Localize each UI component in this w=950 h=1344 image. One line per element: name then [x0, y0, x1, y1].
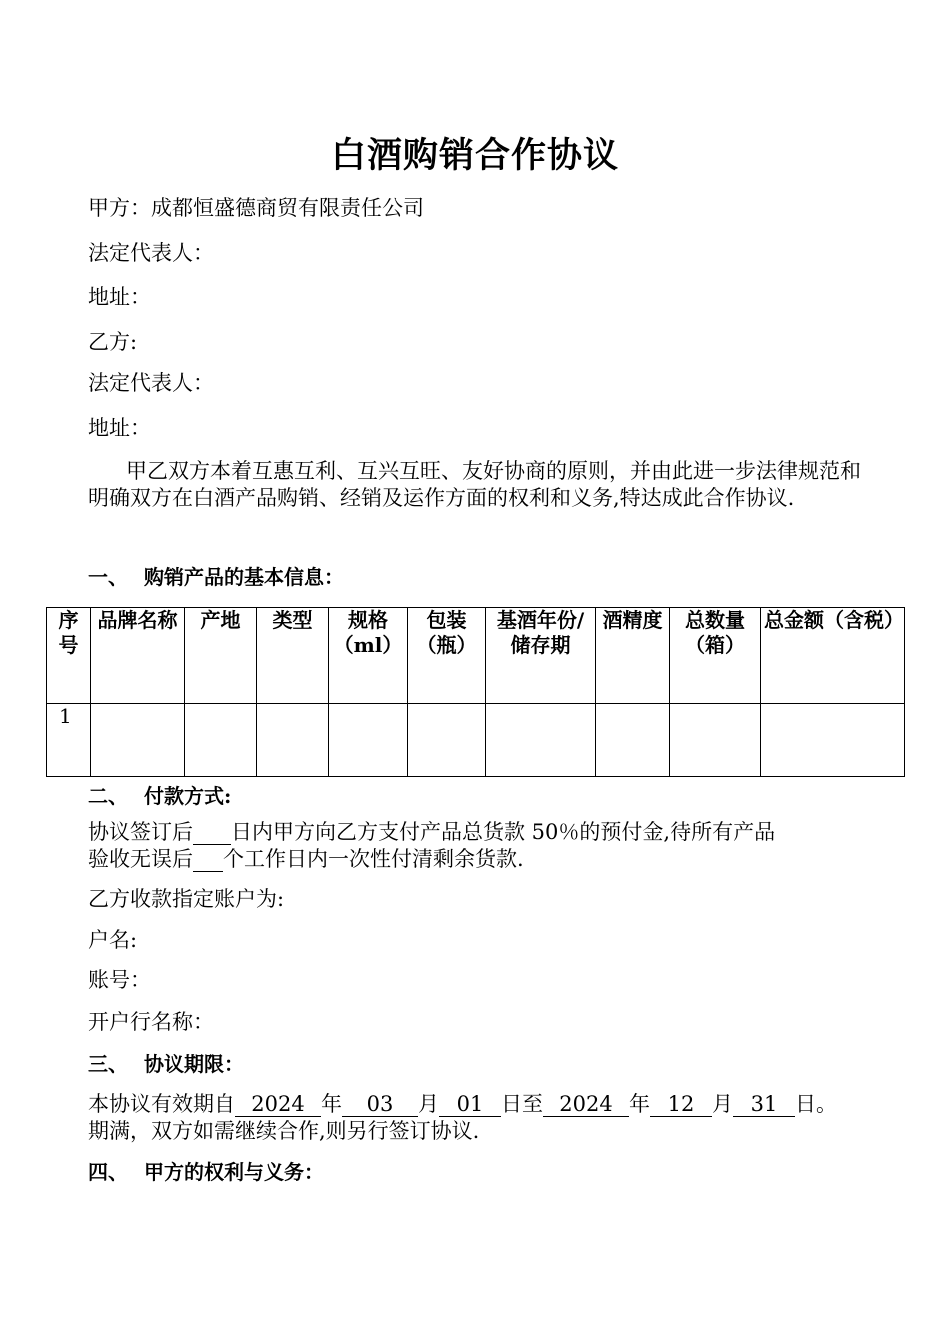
- party-b-representative: 法定代表人：: [88, 371, 214, 395]
- cell-type: [257, 703, 329, 776]
- term-text: 月: [712, 1092, 733, 1116]
- term-text: 月: [418, 1092, 439, 1116]
- account-number: 账号：: [88, 968, 151, 992]
- payment-line-1: [88, 818, 775, 846]
- cell-origin: [185, 703, 257, 776]
- account-intro: 乙方收款指定账户为:: [88, 887, 285, 911]
- party-b-name: 乙方:: [88, 330, 138, 354]
- start-year: 2024: [235, 1092, 321, 1117]
- header-spec: 规格（ml）: [329, 608, 408, 704]
- cell-package: [408, 703, 486, 776]
- party-b-address: 地址：: [88, 416, 151, 440]
- party-a-representative: 法定代表人：: [88, 241, 214, 265]
- cell-base-year: [486, 703, 596, 776]
- intro-paragraph: 甲乙双方本着互惠互利、互兴互旺、友好协商的原则，并由此进一步法律规范和明确双方在白酒产品购销、经销及运作方面的权利和义务,特达成此合作协议.: [88, 459, 861, 510]
- header-alcohol: 酒精度: [596, 608, 670, 704]
- cell-quantity: [670, 703, 761, 776]
- section-1-heading: [88, 561, 344, 590]
- section-2-title: 付款方式:: [144, 784, 232, 808]
- payment-text: 日内甲方向乙方支付产品总货款 50％的预付金,待所有产品: [231, 820, 776, 844]
- section-4-heading: [88, 1156, 324, 1185]
- blank-workdays: [193, 847, 223, 872]
- product-table: [46, 607, 905, 777]
- section-4-title: 甲方的权利与义务：: [144, 1160, 324, 1184]
- payment-text: 协议签订后: [88, 820, 193, 844]
- cell-serial: 1: [47, 703, 91, 776]
- end-month: 12: [650, 1092, 712, 1117]
- term-text: 日。: [795, 1092, 837, 1116]
- header-serial: 序号: [47, 608, 91, 704]
- header-amount: 总金额（含税）: [761, 608, 905, 704]
- header-base-year: 基酒年份/储存期: [486, 608, 596, 704]
- payment-line-2: [88, 845, 524, 873]
- section-3-heading: [88, 1048, 244, 1077]
- term-text: 日至: [501, 1092, 543, 1116]
- header-type: 类型: [257, 608, 329, 704]
- party-a-address: 地址：: [88, 285, 151, 309]
- term-text: 本协议有效期自: [88, 1092, 235, 1116]
- document-title: 白酒购销合作协议: [330, 135, 619, 176]
- bank-name: 开户行名称：: [88, 1010, 214, 1034]
- end-year: 2024: [543, 1092, 629, 1117]
- term-line-2: 期满，双方如需继续合作,则另行签订协议.: [88, 1119, 480, 1143]
- section-2-heading: [88, 780, 231, 809]
- payment-text: 个工作日内一次性付清剩余货款.: [223, 847, 524, 871]
- cell-alcohol: [596, 703, 670, 776]
- start-month: 03: [342, 1092, 418, 1117]
- header-package: 包装（瓶）: [408, 608, 486, 704]
- table-row: [47, 703, 905, 776]
- header-quantity: 总数量（箱）: [670, 608, 761, 704]
- start-day: 01: [439, 1092, 501, 1117]
- blank-days: [193, 820, 231, 845]
- cell-spec: [329, 703, 408, 776]
- table-header-row: [47, 608, 905, 704]
- term-text: 年: [629, 1092, 650, 1116]
- cell-amount: [761, 703, 905, 776]
- section-2-number: 二、: [88, 784, 128, 808]
- term-text: 年: [321, 1092, 342, 1116]
- party-a-name: 甲方：成都恒盛德商贸有限责任公司: [88, 196, 424, 220]
- account-holder-name: 户名:: [88, 928, 138, 952]
- term-line-1: [88, 1090, 837, 1118]
- section-3-number: 三、: [88, 1052, 128, 1076]
- header-brand: 品牌名称: [91, 608, 185, 704]
- payment-text: 验收无误后: [88, 847, 193, 871]
- section-1-number: 一、: [88, 565, 128, 589]
- section-4-number: 四、: [88, 1160, 128, 1184]
- header-origin: 产地: [185, 608, 257, 704]
- section-1-title: 购销产品的基本信息：: [144, 565, 344, 589]
- section-3-title: 协议期限：: [144, 1052, 244, 1076]
- end-day: 31: [733, 1092, 795, 1117]
- cell-brand: [91, 703, 185, 776]
